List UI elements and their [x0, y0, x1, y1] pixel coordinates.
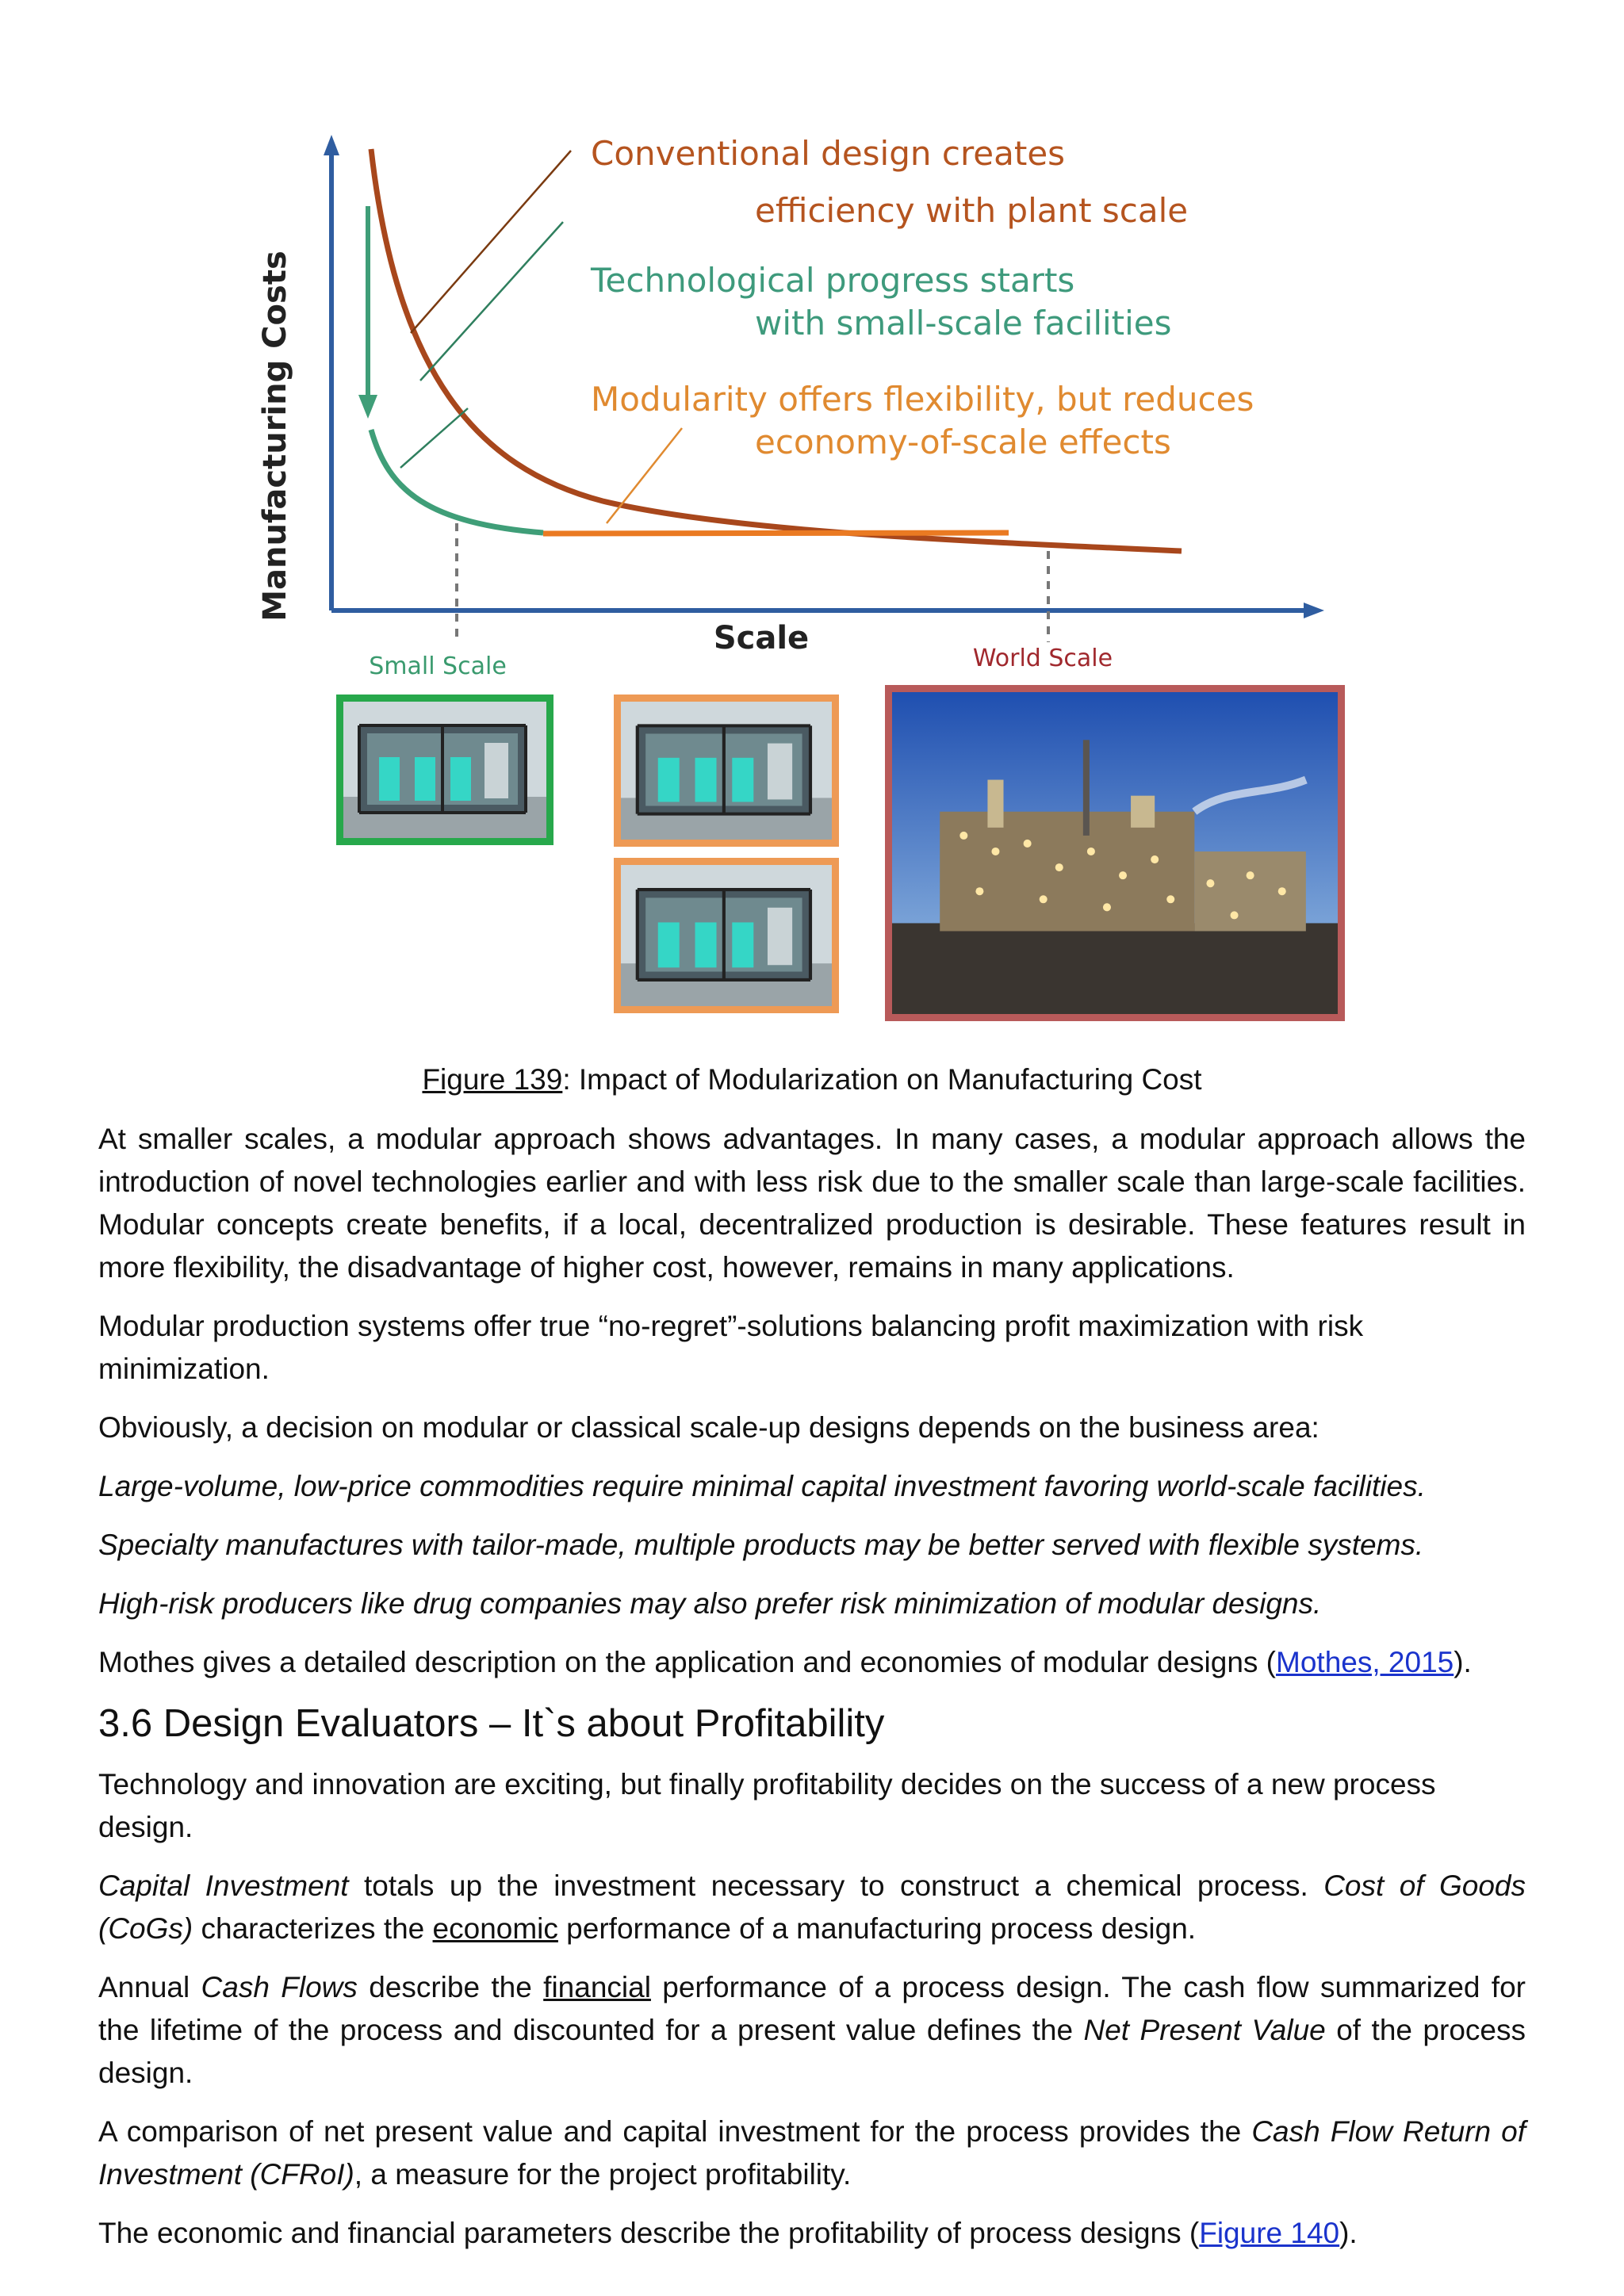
paragraph-parameters — [98, 2212, 1526, 2255]
technological-progress-curve — [371, 430, 543, 533]
text-segment: , a measure for the project profitability. — [354, 2158, 852, 2191]
paragraph-business-area: Obviously, a decision on modular or classical scale-up designs depends on the business area: — [98, 1411, 1320, 1444]
annotation-technological-line1: Technological progress starts — [591, 261, 1075, 300]
annotation-modularity-line2: economy-of-scale effects — [755, 423, 1171, 461]
world-scale-plant-photo — [885, 685, 1345, 1021]
term-cost-of-goods: Cost of Goods (CoGs) — [98, 1869, 1526, 1945]
x-axis-label: Scale — [713, 620, 810, 656]
body-text — [98, 1118, 1526, 2271]
callout-line-technological-1 — [420, 222, 563, 381]
text-segment: of the process design. — [98, 2014, 1526, 2089]
text-segment: ). — [1339, 2217, 1358, 2249]
paragraph-high-risk: High-risk producers like drug companies may also prefer risk minimization of modular designs. — [98, 1587, 1322, 1620]
term-cfroi: Cash Flow Return of Investment (CFRoI) — [98, 2115, 1526, 2191]
mothes-text: Mothes gives a detailed description on the application and economies of modular designs ( — [98, 1646, 1277, 1678]
figure-ref: Figure 139 — [422, 1063, 563, 1096]
annotation-modularity-line1: Modularity offers flexibility, but reduces — [591, 380, 1254, 419]
paragraph-cfroi — [98, 2110, 1526, 2196]
paragraph-mothes — [98, 1641, 1526, 1684]
modular-unit-photo-2 — [614, 858, 839, 1013]
paragraph-capital-investment — [98, 1865, 1526, 1950]
text-segment: totals up the investment necessary to construct a chemical process. — [348, 1869, 1324, 1902]
text-segment: performance of a process design. The cash flow summarized for the lifetime of the process and discounted for a present value defines the — [98, 1971, 1526, 2046]
annotation-conventional-line2: efficiency with plant scale — [755, 191, 1189, 230]
text-segment: characterizes the — [193, 1912, 433, 1945]
paragraph-modular-advantages: At smaller scales, a modular approach shows advantages. In many cases, a modular approach allows the introduction of novel technologies earlier and with less risk due to the smaller scale than large-scale facilities. Modular concepts create benefits, if a local, decentralized production is desirable. These features result in more flexibility, the disadvantage of higher cost, however, remains in many applications. — [98, 1123, 1526, 1284]
callout-line-conventional — [411, 151, 571, 333]
paragraph-commodities: Large-volume, low-price commodities require minimal capital investment favoring world-scale facilities. — [98, 1470, 1426, 1502]
mothes-2015-link[interactable]: Mothes, 2015 — [1276, 1646, 1454, 1678]
term-net-present-value: Net Present Value — [1083, 2014, 1326, 2046]
small-scale-module-photo — [336, 695, 553, 845]
text-segment: Annual — [98, 1971, 201, 2003]
section-heading: 3.6 Design Evaluators – It`s about Profitability — [98, 1702, 885, 1745]
mothes-text-end: ). — [1454, 1646, 1472, 1678]
paragraph-specialty: Specialty manufactures with tailor-made, multiple products may be better served with flexible systems. — [98, 1529, 1424, 1561]
callout-line-technological-2 — [400, 408, 468, 468]
paragraph-no-regret: Modular production systems offer true “no-regret”-solutions balancing profit maximization with risk minimization. — [98, 1310, 1364, 1385]
x-axis-arrow-icon — [1304, 603, 1324, 618]
small-scale-label: Small Scale — [369, 652, 507, 680]
callout-lines — [400, 151, 682, 523]
caption-text: : Impact of Modularization on Manufacturing Cost — [562, 1063, 1202, 1096]
text-segment: A comparison of net present value and capital investment for the process provides the — [98, 2115, 1252, 2148]
annotation-technological-line2: with small-scale facilities — [755, 304, 1172, 342]
text-segment: describe the — [357, 1971, 544, 2003]
text-segment: The economic and financial parameters describe the profitability of process designs ( — [98, 2217, 1200, 2249]
modular-unit-photo-1 — [614, 695, 839, 847]
annotation-conventional-line1: Conventional design creates — [591, 134, 1066, 173]
term-cash-flows: Cash Flows — [201, 1971, 358, 2003]
cost-drop-arrow-head-icon — [358, 395, 377, 419]
term-financial: financial — [543, 1971, 651, 2003]
y-axis-arrow-icon — [324, 135, 339, 155]
y-axis-label: Manufacturing Costs — [257, 251, 293, 622]
modularization-figure — [238, 119, 1372, 690]
paragraph-profitability: Technology and innovation are exciting, but finally profitability decides on the success of a new process design. — [98, 1768, 1436, 1843]
text-segment: performance of a manufacturing process design. — [557, 1912, 1197, 1945]
term-capital-investment: Capital Investment — [98, 1869, 349, 1902]
modular-curve — [543, 533, 1009, 534]
paragraph-cash-flows — [98, 1966, 1526, 2095]
figure-caption — [0, 1061, 1624, 1099]
term-economic: economic — [432, 1912, 558, 1945]
world-scale-label: World Scale — [972, 645, 1113, 672]
figure-140-link[interactable]: Figure 140 — [1199, 2217, 1340, 2249]
